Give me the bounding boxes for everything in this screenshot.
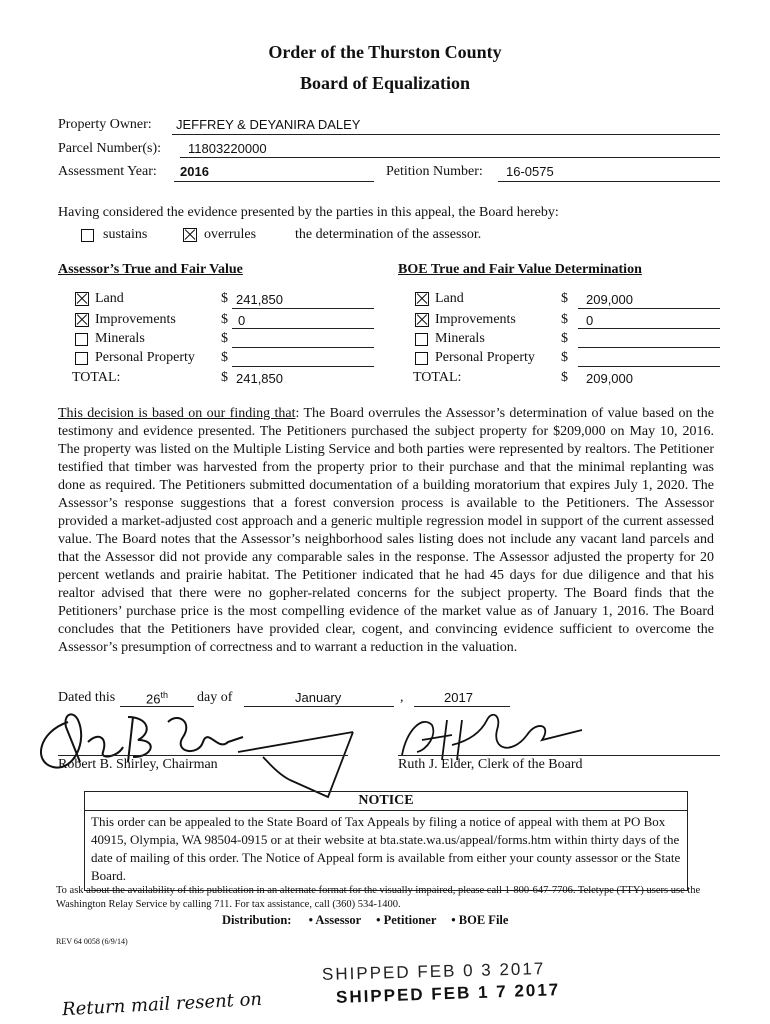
parcel-number-label: Parcel Number(s): bbox=[58, 141, 162, 156]
clerk-name: Ruth J. Elder, Clerk of the Board bbox=[398, 757, 583, 772]
boe-total-value: 209,000 bbox=[586, 371, 633, 386]
finding-body: : The Board overrules the Assessor’s determination of value based on the testimony and evidence presented. The Petitioners purchased the subject property for $209,000 on May 10, 2016. The property was listed on the Multiple Listing Service and both parties were represented by realtors. The Petitioner testified that timber was harvested from the property prior to their purchase and that the minimal replanting was done as required. The Petitioners submitted documentation of a building moratorium that expires July 1, 2020. The Assessor’s response suggestions that a forest conversion process is available to the Petitioners. The Assessor provided a market-adjusted cost approach and a generic multiple regression model in support of the current assessed value. The Board notes that the Assessor’s neighborhood sales listing does not include any vacant land parcels and that the Assessor did not provide any comparable sales in the response. The Assessor adjusted the property for 20 percent wetlands and prairie habitat. The Petitioner indicated that he had 45 days for due diligence and that his realtor advised that there were no gopher-related concerns for the subject property. The Board finds that the Petitioners’ purchase price is the most compelling evidence of the market value as of January 1, 2016. The Board concludes that the Petitioners have provided clear, cogent, and convincing evidence sufficient to overcome the Assessor’s presumption of correctness and to warrant a reduction in the valuation. bbox=[58, 406, 714, 655]
dated-day-number: 26 bbox=[146, 691, 161, 707]
distribution-petitioner: • Petitioner bbox=[376, 913, 437, 927]
overrules-label: overrules bbox=[204, 227, 257, 242]
boe-personal-property-checkbox bbox=[415, 352, 428, 365]
boe-land-label: Land bbox=[435, 291, 464, 306]
boe-personal-property-currency: $ bbox=[561, 350, 568, 365]
assessor-improvements-underline bbox=[232, 328, 374, 329]
finding-paragraph bbox=[58, 405, 714, 657]
overrules-checkbox bbox=[183, 228, 197, 242]
decision-tail: the determination of the assessor. bbox=[295, 227, 482, 242]
revision-code: REV 64 0058 (6/9/14) bbox=[56, 937, 128, 946]
document-title-line2: Board of Equalization bbox=[299, 73, 471, 93]
shipped-stamp-1: SHIPPED FEB 0 3 2017 bbox=[321, 959, 546, 984]
shipped-stamp-2: SHIPPED FEB 1 7 2017 bbox=[335, 980, 561, 1007]
dated-month: January bbox=[295, 690, 342, 705]
parcel-underline bbox=[180, 157, 720, 158]
assessor-land-currency: $ bbox=[221, 291, 228, 306]
sustains-checkbox bbox=[81, 229, 94, 242]
dated-day-of: day of bbox=[197, 690, 233, 705]
clerk-signature-line bbox=[398, 755, 720, 756]
assessor-value-heading: Assessor’s True and Fair Value bbox=[58, 262, 243, 277]
assessor-improvements-label: Improvements bbox=[95, 312, 176, 327]
distribution-line bbox=[222, 913, 508, 928]
finding-lead: This decision is based on our finding that bbox=[58, 406, 296, 421]
property-owner-label: Property Owner: bbox=[58, 117, 152, 132]
assessor-personal-property-checkbox bbox=[75, 352, 88, 365]
assessor-total-currency: $ bbox=[221, 370, 228, 385]
assessor-minerals-checkbox bbox=[75, 333, 88, 346]
boe-minerals-underline bbox=[578, 347, 720, 348]
dated-year: 2017 bbox=[444, 690, 473, 705]
chairman-name: Robert B. Shirley, Chairman bbox=[58, 757, 218, 772]
boe-land-checkbox bbox=[415, 292, 429, 306]
boe-improvements-underline bbox=[578, 328, 720, 329]
assessor-improvements-checkbox bbox=[75, 313, 89, 327]
boe-land-currency: $ bbox=[561, 291, 568, 306]
assessor-personal-property-underline bbox=[232, 366, 374, 367]
boe-personal-property-underline bbox=[578, 366, 720, 367]
year-underline bbox=[174, 181, 374, 182]
distribution-boe-file: • BOE File bbox=[451, 913, 509, 927]
document-title-line1: Order of the Thurston County bbox=[268, 42, 502, 62]
assessor-minerals-underline bbox=[232, 347, 374, 348]
chairman-signature-line bbox=[58, 755, 348, 756]
boe-land-underline bbox=[578, 308, 720, 309]
dated-prefix: Dated this bbox=[58, 690, 116, 705]
assessor-land-value: 241,850 bbox=[236, 292, 283, 307]
assessor-improvements-currency: $ bbox=[221, 312, 228, 327]
assessment-year-label: Assessment Year: bbox=[58, 164, 157, 179]
petition-number-value: 16-0575 bbox=[506, 164, 554, 179]
boe-minerals-checkbox bbox=[415, 333, 428, 346]
property-owner-value: JEFFREY & DEYANIRA DALEY bbox=[176, 117, 361, 132]
notice-box bbox=[84, 791, 688, 891]
dated-day-suffix: th bbox=[160, 690, 168, 700]
assessment-year-value: 2016 bbox=[180, 164, 209, 179]
assessor-total-label: TOTAL: bbox=[72, 370, 121, 385]
boe-total-currency: $ bbox=[561, 370, 568, 385]
boe-minerals-currency: $ bbox=[561, 331, 568, 346]
assessor-land-underline bbox=[232, 308, 374, 309]
chairman-signature bbox=[28, 702, 368, 802]
assessor-personal-property-label: Personal Property bbox=[95, 350, 195, 365]
assessor-land-label: Land bbox=[95, 291, 124, 306]
assessor-land-checkbox bbox=[75, 292, 89, 306]
notice-title: NOTICE bbox=[85, 792, 687, 811]
assessor-personal-property-currency: $ bbox=[221, 350, 228, 365]
accessibility-note: To ask about the availability of this publication in an alternate format for the visually impaired, please call 1-800-647-7706. Teletype (TTY) users use the Washington Relay Service by calling 711. For tax assistance, call (360) 534-1400. bbox=[56, 885, 701, 910]
boe-land-value: 209,000 bbox=[586, 292, 633, 307]
assessor-minerals-currency: $ bbox=[221, 331, 228, 346]
distribution-assessor: • Assessor bbox=[308, 913, 361, 927]
boe-personal-property-label: Personal Property bbox=[435, 350, 535, 365]
handwritten-note: Return mail resent on bbox=[61, 988, 263, 1021]
decision-intro: Having considered the evidence presented by the parties in this appeal, the Board hereby: bbox=[58, 205, 559, 220]
assessor-minerals-label: Minerals bbox=[95, 331, 145, 346]
dated-comma: , bbox=[400, 690, 404, 705]
sustains-label: sustains bbox=[103, 227, 148, 242]
distribution-label: Distribution: bbox=[222, 913, 292, 927]
assessor-total-value: 241,850 bbox=[236, 371, 283, 386]
boe-improvements-value: 0 bbox=[586, 313, 594, 328]
assessor-improvements-value: 0 bbox=[238, 313, 246, 328]
boe-improvements-currency: $ bbox=[561, 312, 568, 327]
boe-improvements-label: Improvements bbox=[435, 312, 516, 327]
notice-text: This order can be appealed to the State Board of Tax Appeals by filing a notice of appeal with them at PO Box 40915, Olympia, WA 98504-0915 or at their website at bta.state.wa.us/appeal/forms.htm within thirty days of the date of mailing of this order. The Notice of Appeal form is available from either your county assessor or the State Board. bbox=[91, 814, 681, 883]
boe-minerals-label: Minerals bbox=[435, 331, 485, 346]
boe-value-heading: BOE True and Fair Value Determination bbox=[398, 262, 642, 277]
petition-number-label: Petition Number: bbox=[386, 164, 483, 179]
owner-underline bbox=[172, 134, 720, 135]
petition-underline bbox=[498, 181, 720, 182]
boe-total-label: TOTAL: bbox=[413, 370, 462, 385]
parcel-number-value: 11803220000 bbox=[188, 141, 267, 156]
boe-improvements-checkbox bbox=[415, 313, 429, 327]
